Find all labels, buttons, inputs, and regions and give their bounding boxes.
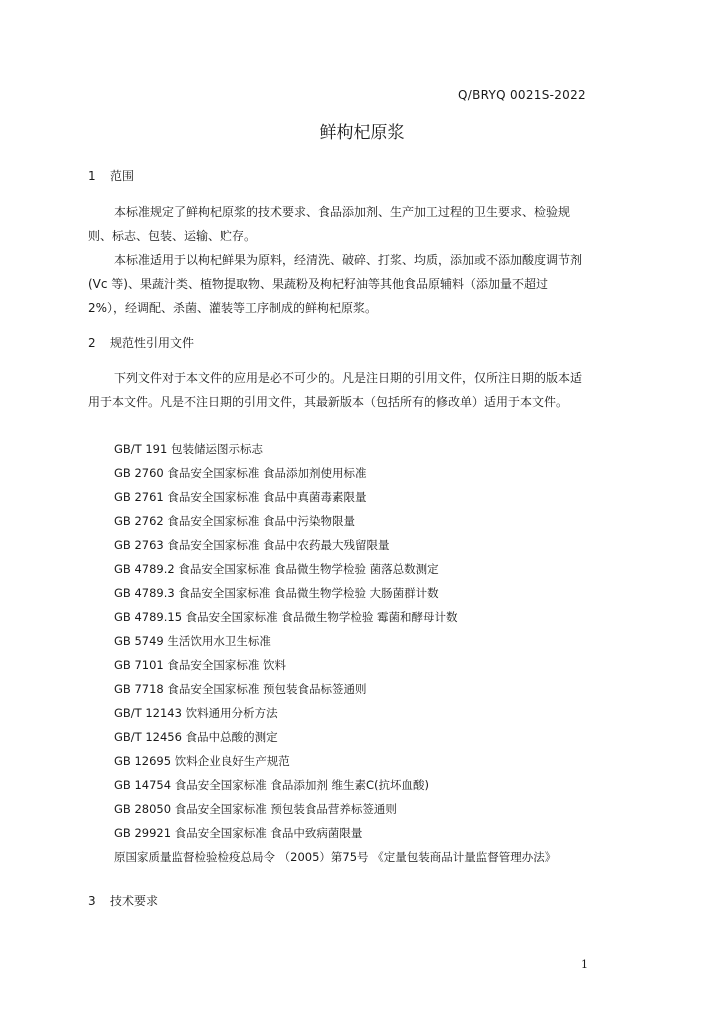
reference-item: GB 2763 食品安全国家标准 食品中农药最大残留限量 xyxy=(114,538,390,552)
reference-item: GB 2760 食品安全国家标准 食品添加剂使用标准 xyxy=(114,466,367,480)
section-title: 范围 xyxy=(110,169,135,183)
reference-item: GB 12695 饮料企业良好生产规范 xyxy=(114,754,290,768)
reference-item: GB 14754 食品安全国家标准 食品添加剂 维生素C(抗坏血酸) xyxy=(114,778,430,792)
reference-item: GB 29921 食品安全国家标准 食品中致病菌限量 xyxy=(114,826,363,840)
section-number: 2 xyxy=(88,336,96,350)
section-number: 1 xyxy=(88,169,96,183)
section-heading xyxy=(88,334,194,351)
normative-intro-text: 下列文件对于本文件的应用是必不可少的。凡是注日期的引用文件，仅所注日期的版本适用于本文件。凡是不注日期的引用文件，其最新版本（包括所有的修改单）适用于本文件。 xyxy=(88,371,583,409)
document-code: Q/BRYQ 0021S-2022 xyxy=(457,88,586,102)
reference-list xyxy=(114,437,594,869)
reference-item: GB 4789.15 食品安全国家标准 食品微生物学检验 霉菌和酵母计数 xyxy=(114,610,458,624)
reference-item: GB 2761 食品安全国家标准 食品中真菌毒素限量 xyxy=(114,490,367,504)
reference-item: GB 4789.3 食品安全国家标准 食品微生物学检验 大肠菌群计数 xyxy=(114,586,439,600)
reference-item: 原国家质量监督检验检疫总局令 （2005）第75号 《定量包装商品计量监督管理办法》 xyxy=(114,850,557,864)
reference-item: GB 2762 食品安全国家标准 食品中污染物限量 xyxy=(114,514,356,528)
section-number: 3 xyxy=(88,894,96,908)
page-number: 1 xyxy=(581,958,588,971)
document-title: 鲜枸杞原浆 xyxy=(319,123,405,143)
reference-item: GB 5749 生活饮用水卫生标准 xyxy=(114,634,271,648)
section-title: 技术要求 xyxy=(110,894,159,908)
scope-text: 本标准适用于以枸杞鲜果为原料，经清洗、破碎、打浆、均质，添加或不添加酸度调节剂(Vc 等)、果蔬汁类、植物提取物、果蔬粉及枸杞籽油等其他食品原辅料（添加量不超过 2%），经调配、杀菌、灌装等工序制成的鲜枸杞原浆。 xyxy=(88,253,583,315)
reference-item: GB/T 191 包装储运图示标志 xyxy=(114,442,263,456)
section-heading xyxy=(88,167,134,184)
scope-text: 本标准规定了鲜枸杞原浆的技术要求、食品添加剂、生产加工过程的卫生要求、检验规则、标志、包装、运输、贮存。 xyxy=(88,205,571,243)
section-heading xyxy=(88,892,158,909)
scope-paragraph xyxy=(88,200,588,248)
scope-paragraph xyxy=(88,248,588,320)
reference-item: GB/T 12143 饮料通用分析方法 xyxy=(114,706,278,720)
section-title: 规范性引用文件 xyxy=(110,336,195,350)
reference-item: GB 7718 食品安全国家标准 预包装食品标签通则 xyxy=(114,682,367,696)
reference-item: GB 28050 食品安全国家标准 预包装食品营养标签通则 xyxy=(114,802,397,816)
reference-item: GB/T 12456 食品中总酸的测定 xyxy=(114,730,278,744)
reference-item: GB 4789.2 食品安全国家标准 食品微生物学检验 菌落总数测定 xyxy=(114,562,439,576)
normative-intro-paragraph xyxy=(88,366,588,414)
reference-item: GB 7101 食品安全国家标准 饮料 xyxy=(114,658,287,672)
